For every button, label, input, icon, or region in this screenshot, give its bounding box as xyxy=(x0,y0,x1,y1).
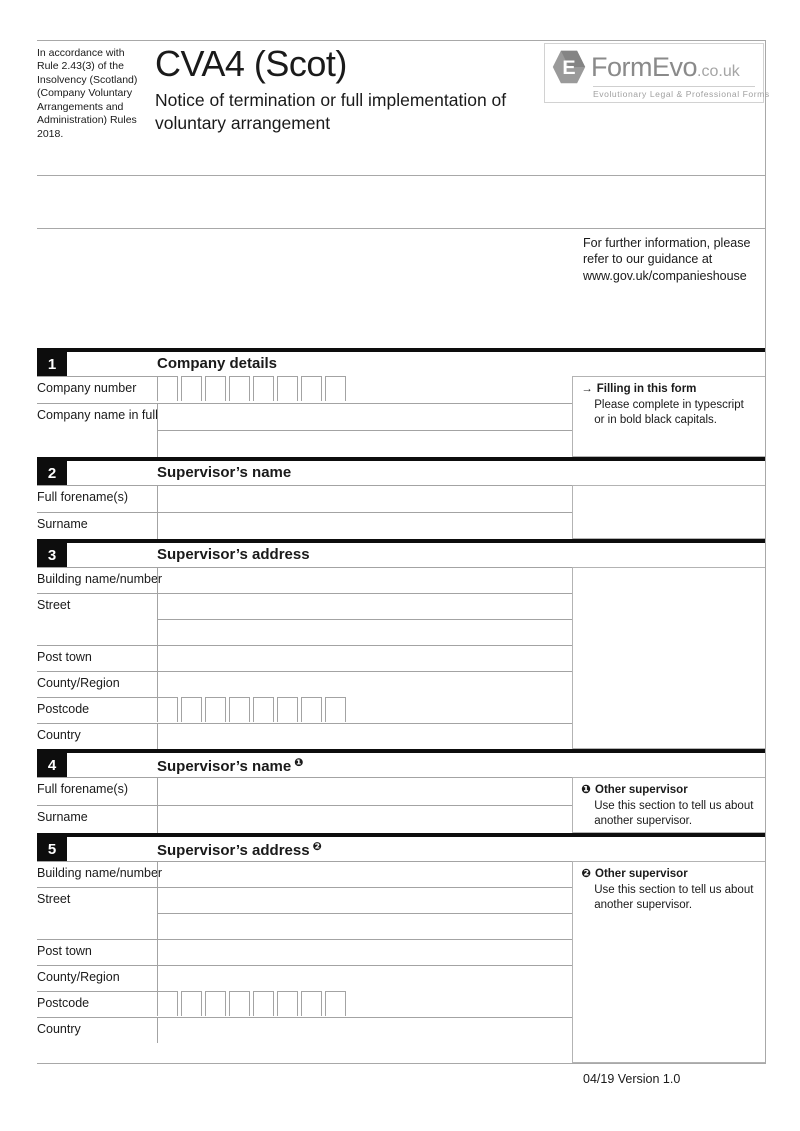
char-box[interactable] xyxy=(229,697,250,722)
field-row xyxy=(37,965,572,991)
s4-forenames-input[interactable] xyxy=(157,777,572,805)
field-label: County/Region xyxy=(37,671,157,697)
field-row xyxy=(37,697,572,723)
empty-note-box xyxy=(572,567,765,749)
company-number-boxes xyxy=(157,376,572,403)
field-label: Surname xyxy=(37,805,157,833)
field-row xyxy=(37,567,572,593)
field-row xyxy=(37,645,572,671)
section-title-text: Supervisor’s name xyxy=(157,758,292,775)
field-label: Postcode xyxy=(37,697,157,723)
char-box[interactable] xyxy=(325,376,346,401)
section-company-details xyxy=(37,348,765,457)
field-label: Post town xyxy=(37,939,157,965)
note-title: Filling in this form xyxy=(596,383,697,395)
formevo-hexagon-icon xyxy=(551,49,587,85)
char-box[interactable] xyxy=(277,376,298,401)
section-number: 3 xyxy=(37,543,67,567)
char-box[interactable] xyxy=(253,991,274,1016)
formevo-logo xyxy=(544,43,770,103)
field-row xyxy=(37,485,572,512)
field-row xyxy=(37,376,572,403)
field-row xyxy=(37,939,572,965)
field-label: Country xyxy=(37,1017,157,1043)
char-box[interactable] xyxy=(205,697,226,722)
char-box[interactable] xyxy=(157,376,178,401)
section-supervisor-address xyxy=(37,539,765,749)
form-code: CVA4 (Scot) xyxy=(155,43,347,84)
form-header xyxy=(37,41,770,175)
field-label: County/Region xyxy=(37,965,157,991)
field-label: Full forename(s) xyxy=(37,777,157,805)
char-box[interactable] xyxy=(301,991,322,1016)
logo-brand: FormEvo xyxy=(591,51,698,82)
s2-surname-input[interactable] xyxy=(157,512,572,539)
other-supervisor-note-1 xyxy=(572,777,765,833)
company-name-input-line2[interactable] xyxy=(157,430,572,457)
char-box[interactable] xyxy=(181,376,202,401)
form-page-frame xyxy=(37,40,770,1064)
field-label: Company name in full xyxy=(37,403,157,430)
note-title: Other supervisor xyxy=(595,868,688,880)
footnote-1-icon: ❶ xyxy=(581,784,591,796)
field-label: Country xyxy=(37,723,157,749)
section-title xyxy=(157,753,304,777)
field-row xyxy=(37,1017,572,1043)
field-row xyxy=(37,619,572,645)
field-row xyxy=(37,593,572,619)
guidance-band xyxy=(37,228,765,348)
s5-street-input[interactable] xyxy=(157,887,572,913)
logo-suffix: .co.uk xyxy=(697,62,740,80)
field-row xyxy=(37,887,572,913)
char-box[interactable] xyxy=(181,697,202,722)
char-box[interactable] xyxy=(229,991,250,1016)
field-row xyxy=(37,861,572,887)
spacer xyxy=(37,1043,572,1063)
note-title: Other supervisor xyxy=(595,784,688,796)
field-row xyxy=(37,430,572,457)
logo-text xyxy=(591,52,740,83)
field-label: Surname xyxy=(37,512,157,539)
field-row xyxy=(37,777,572,805)
field-label: Street xyxy=(37,593,157,619)
s3-postcode-boxes xyxy=(157,697,572,723)
section-title: Company details xyxy=(157,355,278,372)
note-body: Please complete in typescript or in bold black capitals. xyxy=(594,399,744,427)
char-box[interactable] xyxy=(229,376,250,401)
char-box[interactable] xyxy=(277,991,298,1016)
form-title: Notice of termination or full implementation of voluntary arrangement xyxy=(155,90,507,133)
arrow-icon: → xyxy=(581,383,593,395)
field-row xyxy=(37,805,572,833)
logo-row xyxy=(551,49,755,85)
field-label xyxy=(37,913,157,939)
s3-post-town-input[interactable] xyxy=(157,645,572,671)
section-number: 1 xyxy=(37,352,67,376)
char-box[interactable] xyxy=(325,991,346,1016)
char-box[interactable] xyxy=(157,991,178,1016)
svg-text:E: E xyxy=(562,57,576,80)
field-row xyxy=(37,991,572,1017)
s5-post-town-input[interactable] xyxy=(157,939,572,965)
field-label: Building name/number xyxy=(37,861,157,887)
char-box[interactable] xyxy=(253,376,274,401)
section-number: 5 xyxy=(37,837,67,861)
field-label: Company number xyxy=(37,376,157,403)
section-title-text: Supervisor’s address xyxy=(157,842,310,859)
filling-in-form-note xyxy=(572,376,765,457)
footnote-1-icon: ❶ xyxy=(294,757,304,769)
s5-building-input[interactable] xyxy=(157,861,572,887)
company-name-input[interactable] xyxy=(157,403,572,430)
s5-country-input[interactable] xyxy=(157,1017,572,1043)
section-title xyxy=(157,837,322,861)
field-row xyxy=(37,512,572,539)
s3-county-input[interactable] xyxy=(157,671,572,697)
s4-surname-input[interactable] xyxy=(157,805,572,833)
section-supervisor-name xyxy=(37,457,765,539)
field-row xyxy=(37,671,572,697)
char-box[interactable] xyxy=(277,697,298,722)
field-label xyxy=(37,619,157,645)
field-label xyxy=(37,430,157,457)
field-label: Full forename(s) xyxy=(37,485,157,512)
char-box[interactable] xyxy=(205,991,226,1016)
char-box[interactable] xyxy=(205,376,226,401)
s2-forenames-input[interactable] xyxy=(157,485,572,512)
char-box[interactable] xyxy=(301,697,322,722)
field-label: Building name/number xyxy=(37,567,157,593)
char-box[interactable] xyxy=(325,697,346,722)
rule-reference: In accordance with Rule 2.43(3) of the Insolvency (Scotland) (Company Voluntary Arrangements and Administration) Rules 2018. xyxy=(37,47,138,140)
s3-street-input-line2[interactable] xyxy=(157,619,572,645)
section-title: Supervisor’s address xyxy=(157,546,310,563)
section-number: 4 xyxy=(37,753,67,777)
s5-county-input[interactable] xyxy=(157,965,572,991)
field-row xyxy=(37,403,572,430)
section-number: 2 xyxy=(37,461,67,485)
s3-country-input[interactable] xyxy=(157,723,572,749)
char-box[interactable] xyxy=(157,697,178,722)
char-box[interactable] xyxy=(253,697,274,722)
other-supervisor-note-2 xyxy=(572,861,765,1063)
version-footer: 04/19 Version 1.0 xyxy=(583,1072,681,1086)
char-box[interactable] xyxy=(301,376,322,401)
title-block xyxy=(155,41,544,175)
footnote-2-icon: ❷ xyxy=(581,868,591,880)
s5-postcode-boxes xyxy=(157,991,572,1017)
section-supervisor-address-2 xyxy=(37,833,765,1063)
field-row xyxy=(37,723,572,749)
section-supervisor-name-2 xyxy=(37,749,765,833)
char-box[interactable] xyxy=(181,991,202,1016)
s3-street-input[interactable] xyxy=(157,593,572,619)
empty-note-box xyxy=(572,485,765,539)
note-body: Use this section to tell us about another supervisor. xyxy=(594,884,754,912)
s3-building-input[interactable] xyxy=(157,567,572,593)
field-label: Post town xyxy=(37,645,157,671)
logo-tagline: Evolutionary Legal & Professional Forms xyxy=(593,86,755,99)
note-body: Use this section to tell us about another supervisor. xyxy=(594,800,754,828)
s5-street-input-line2[interactable] xyxy=(157,913,572,939)
field-label: Street xyxy=(37,887,157,913)
section-title: Supervisor’s name xyxy=(157,464,292,481)
footnote-2-icon: ❷ xyxy=(312,841,322,853)
guidance-text: For further information, please refer to our guidance at www.gov.uk/companieshouse xyxy=(583,236,751,283)
field-label: Postcode xyxy=(37,991,157,1017)
field-row xyxy=(37,913,572,939)
blank-band xyxy=(37,175,765,228)
